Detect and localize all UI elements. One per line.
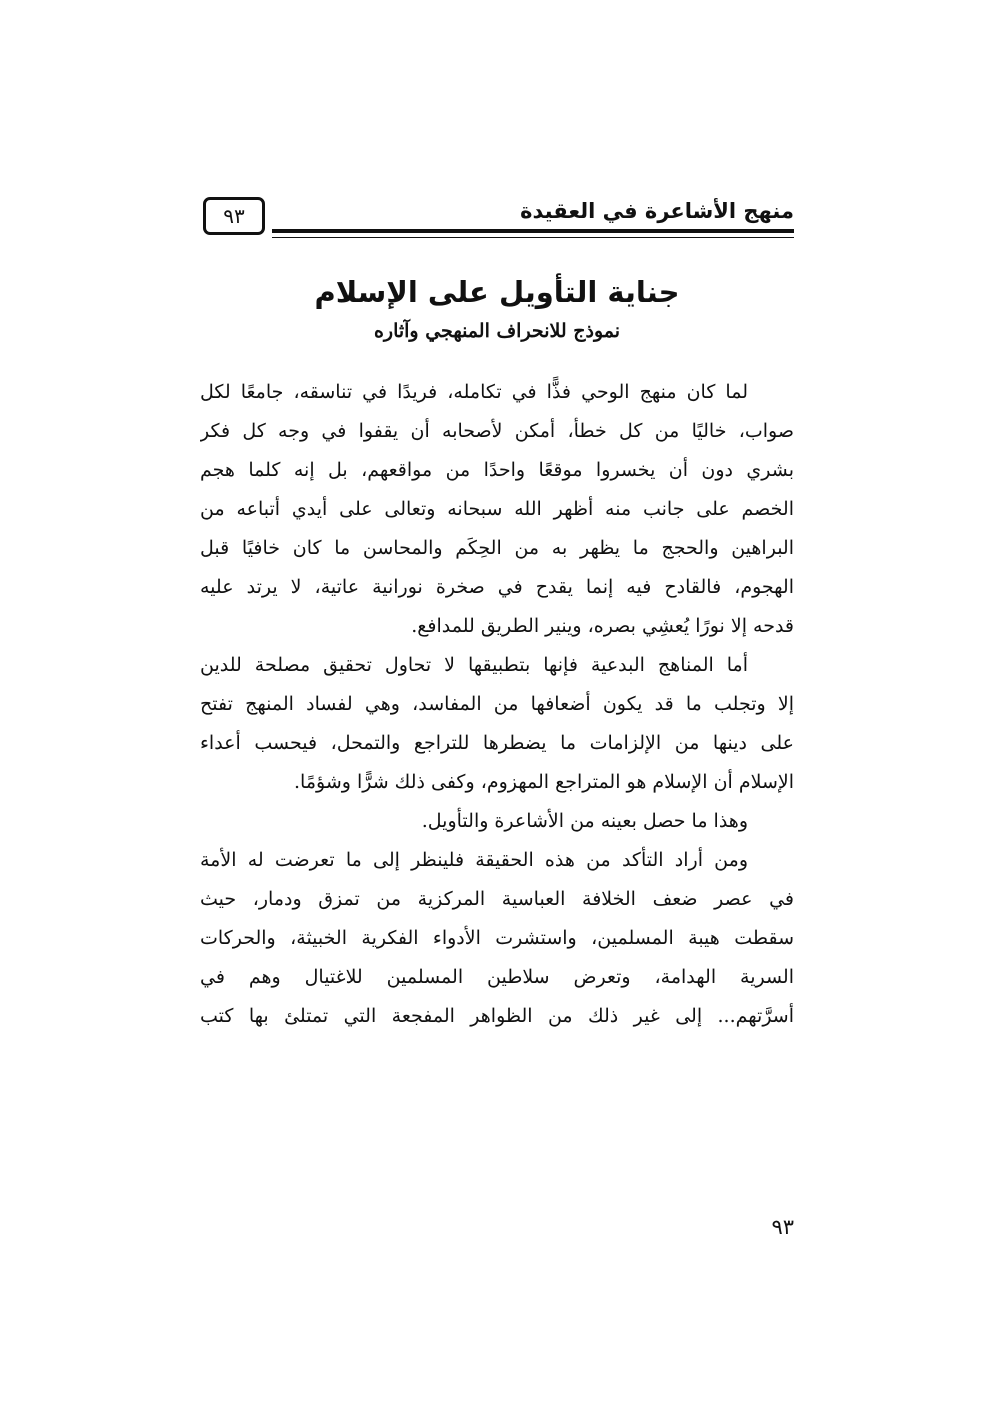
body-text	[200, 373, 794, 1036]
text-line: الهجوم، فالقادح فيه إنما يقدح في صخرة نورانية عاتية، لا يرتد عليه	[200, 576, 794, 598]
footer-page-number: ٩٣	[771, 1215, 794, 1239]
text-line: البراهين والحجج ما يظهر به من الحِكَم والمحاسن ما كان خافيًا قبل	[200, 537, 794, 559]
text-line: صواب، خاليًا من كل خطأ، أمكن لأصحابه أن يقفوا في وجه كل فكر	[200, 420, 794, 442]
text-line: الخصم على جانب منه أظهر الله سبحانه وتعالى على أيدي أتباعه من	[200, 498, 794, 520]
header-rule-thin	[272, 237, 794, 238]
header-page-number: ٩٣	[203, 197, 265, 235]
header-rule-thick	[272, 229, 794, 233]
text-line: ومن أراد التأكد من هذه الحقيقة فلينظر إلى ما تعرضت له الأمة	[200, 849, 748, 871]
text-line: بشري دون أن يخسروا موقعًا واحدًا من مواقعهم، بل إنه كلما هجم	[200, 459, 794, 481]
text-line: السرية الهدامة، وتعرض سلاطين المسلمين للاغتيال وهم في	[200, 966, 794, 988]
text-line: سقطت هيبة المسلمين، واستشرت الأدواء الفكرية الخبيثة، والحركات	[200, 927, 794, 949]
text-line: الإسلام أن الإسلام هو المتراجع المهزوم، وكفى ذلك شرًّا وشؤمًا.	[294, 771, 794, 793]
chapter-title: جناية التأويل على الإسلام	[314, 275, 680, 309]
text-line: وهذا ما حصل بعينه من الأشاعرة والتأويل.	[421, 810, 748, 832]
chapter-subtitle: نموذج للانحراف المنهجي وآثاره	[373, 320, 621, 342]
text-line: قدحه إلا نورًا يُعشِي بصره، وينير الطريق للمدافع.	[411, 615, 794, 637]
running-header-title: منهج الأشاعرة في العقيدة	[520, 199, 794, 223]
text-line: أما المناهج البدعية فإنها بتطبيقها لا تحاول تحقيق مصلحة للدين	[200, 654, 748, 676]
text-line: إلا وتجلب ما قد يكون أضعافها من المفاسد، وهي لفساد المنهج تفتح	[200, 693, 794, 715]
text-line: لما كان منهج الوحي فذًّا في تكامله، فريدًا في تناسقه، جامعًا لكل	[200, 381, 748, 403]
text-line: على دينها من الإلزامات ما يضطرها للتراجع والتمحل، فيحسب أعداء	[200, 732, 794, 754]
text-line: أسرَّتهم... إلى غير ذلك من الظواهر المفجعة التي تمتلئ بها كتب	[200, 1005, 794, 1027]
text-line: في عصر ضعف الخلافة العباسية المركزية من تمزق ودمار، حيث	[200, 888, 794, 910]
